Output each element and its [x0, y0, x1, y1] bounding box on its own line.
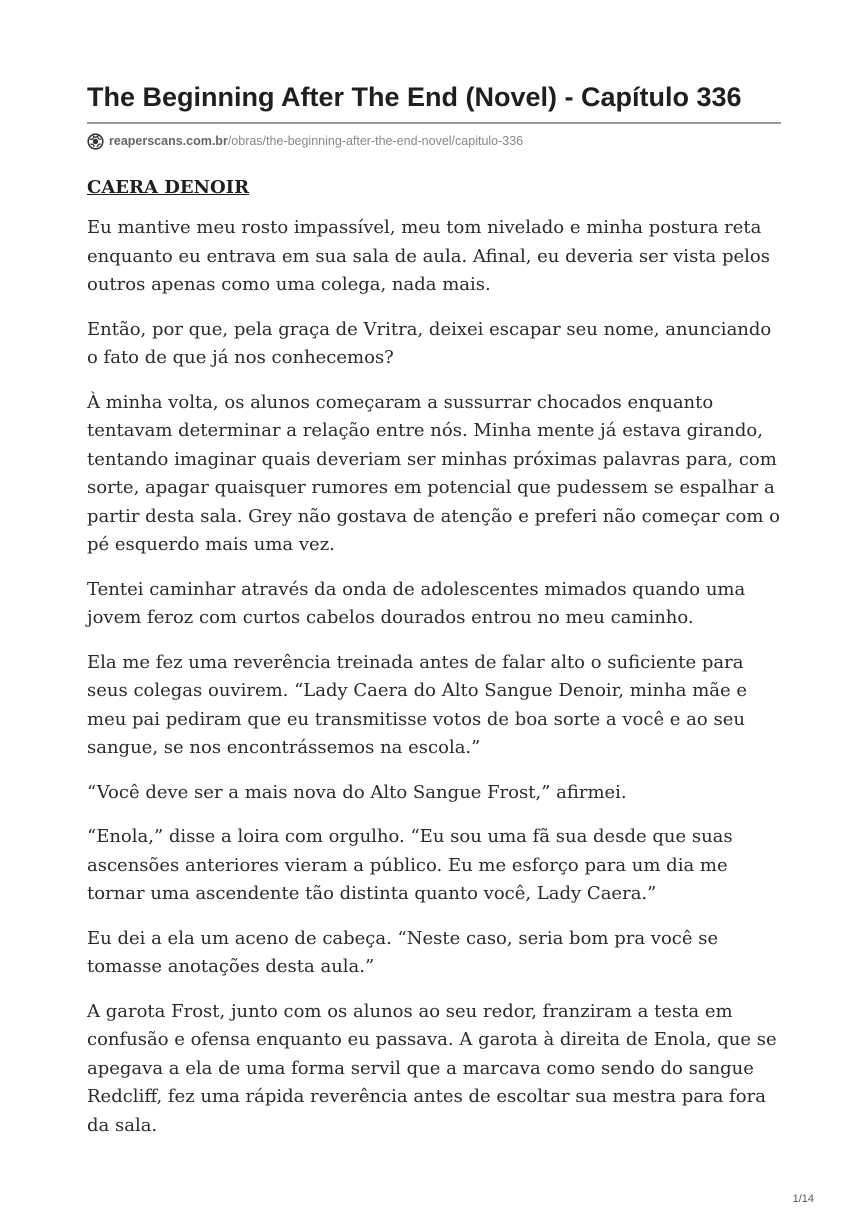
source-path: /obras/the-beginning-after-the-end-novel/capitulo-336 — [227, 134, 524, 148]
paragraph: Eu dei a ela um aceno de cabeça. “Neste caso, seria bom pra você se tomasse anotações desta aula.” — [87, 927, 719, 977]
globe-icon — [87, 133, 104, 150]
paragraph: Ela me fez uma reverência treinada antes de falar alto o suficiente para seus colegas ouvirem. “Lady Caera do Alto Sangue Denoir, minha mãe e meu pai pediram que eu transmitisse votos de boa sorte a você e ao seu sangue, se nos encontrássemos na escola.” — [87, 651, 748, 758]
source-url[interactable] — [87, 132, 781, 150]
paragraph: Tentei caminhar através da onda de adolescentes mimados quando uma jovem feroz com curtos cabelos dourados entrou no meu caminho. — [87, 578, 746, 628]
section-heading: CAERA DENOIR — [87, 177, 250, 198]
article-body — [87, 174, 781, 1140]
page-number: 1/14 — [792, 1193, 814, 1205]
paragraph: Eu mantive meu rosto impassível, meu tom nivelado e minha postura reta enquanto eu entrava em sua sala de aula. Afinal, eu deveria ser vista pelos outros apenas como uma colega, nada mais. — [87, 217, 770, 295]
document-title: The Beginning After The End (Novel) - Capítulo 336 — [87, 82, 742, 112]
paragraph: A garota Frost, junto com os alunos ao seu redor, franziram a testa em confusão e ofensa enquanto eu passava. A garota à direita de Enola, que se apegava a ela de uma forma servil que a marcava como sendo do sangue Redcliff, fez uma rápida reverência antes de escoltar sua mestra para fora da sala. — [87, 1000, 777, 1136]
document-page — [87, 78, 781, 1156]
paragraph: “Você deve ser a mais nova do Alto Sangue Frost,” afirmei. — [87, 781, 627, 803]
title-divider — [87, 122, 781, 124]
paragraph: “Enola,” disse a loira com orgulho. “Eu sou uma fã sua desde que suas ascensões anteriores vieram a público. Eu me esforço para um dia me tornar uma ascendente tão distinta quanto você, Lady Caera.” — [87, 826, 733, 904]
paragraph: À minha volta, os alunos começaram a sussurrar chocados enquanto tentavam determinar a relação entre nós. Minha mente já estava girando, tentando imaginar quais deveriam ser minhas próximas palavras para, com sorte, apagar quaisquer rumores em potencial que pudessem se espalhar a partir desta sala. Grey não gostava de atenção e preferi não começar com o pé esquerdo mais uma vez. — [87, 391, 780, 555]
source-domain: reaperscans.com.br — [109, 134, 228, 148]
paragraph: Então, por que, pela graça de Vritra, deixei escapar seu nome, anunciando o fato de que já nos conhecemos? — [87, 318, 772, 368]
